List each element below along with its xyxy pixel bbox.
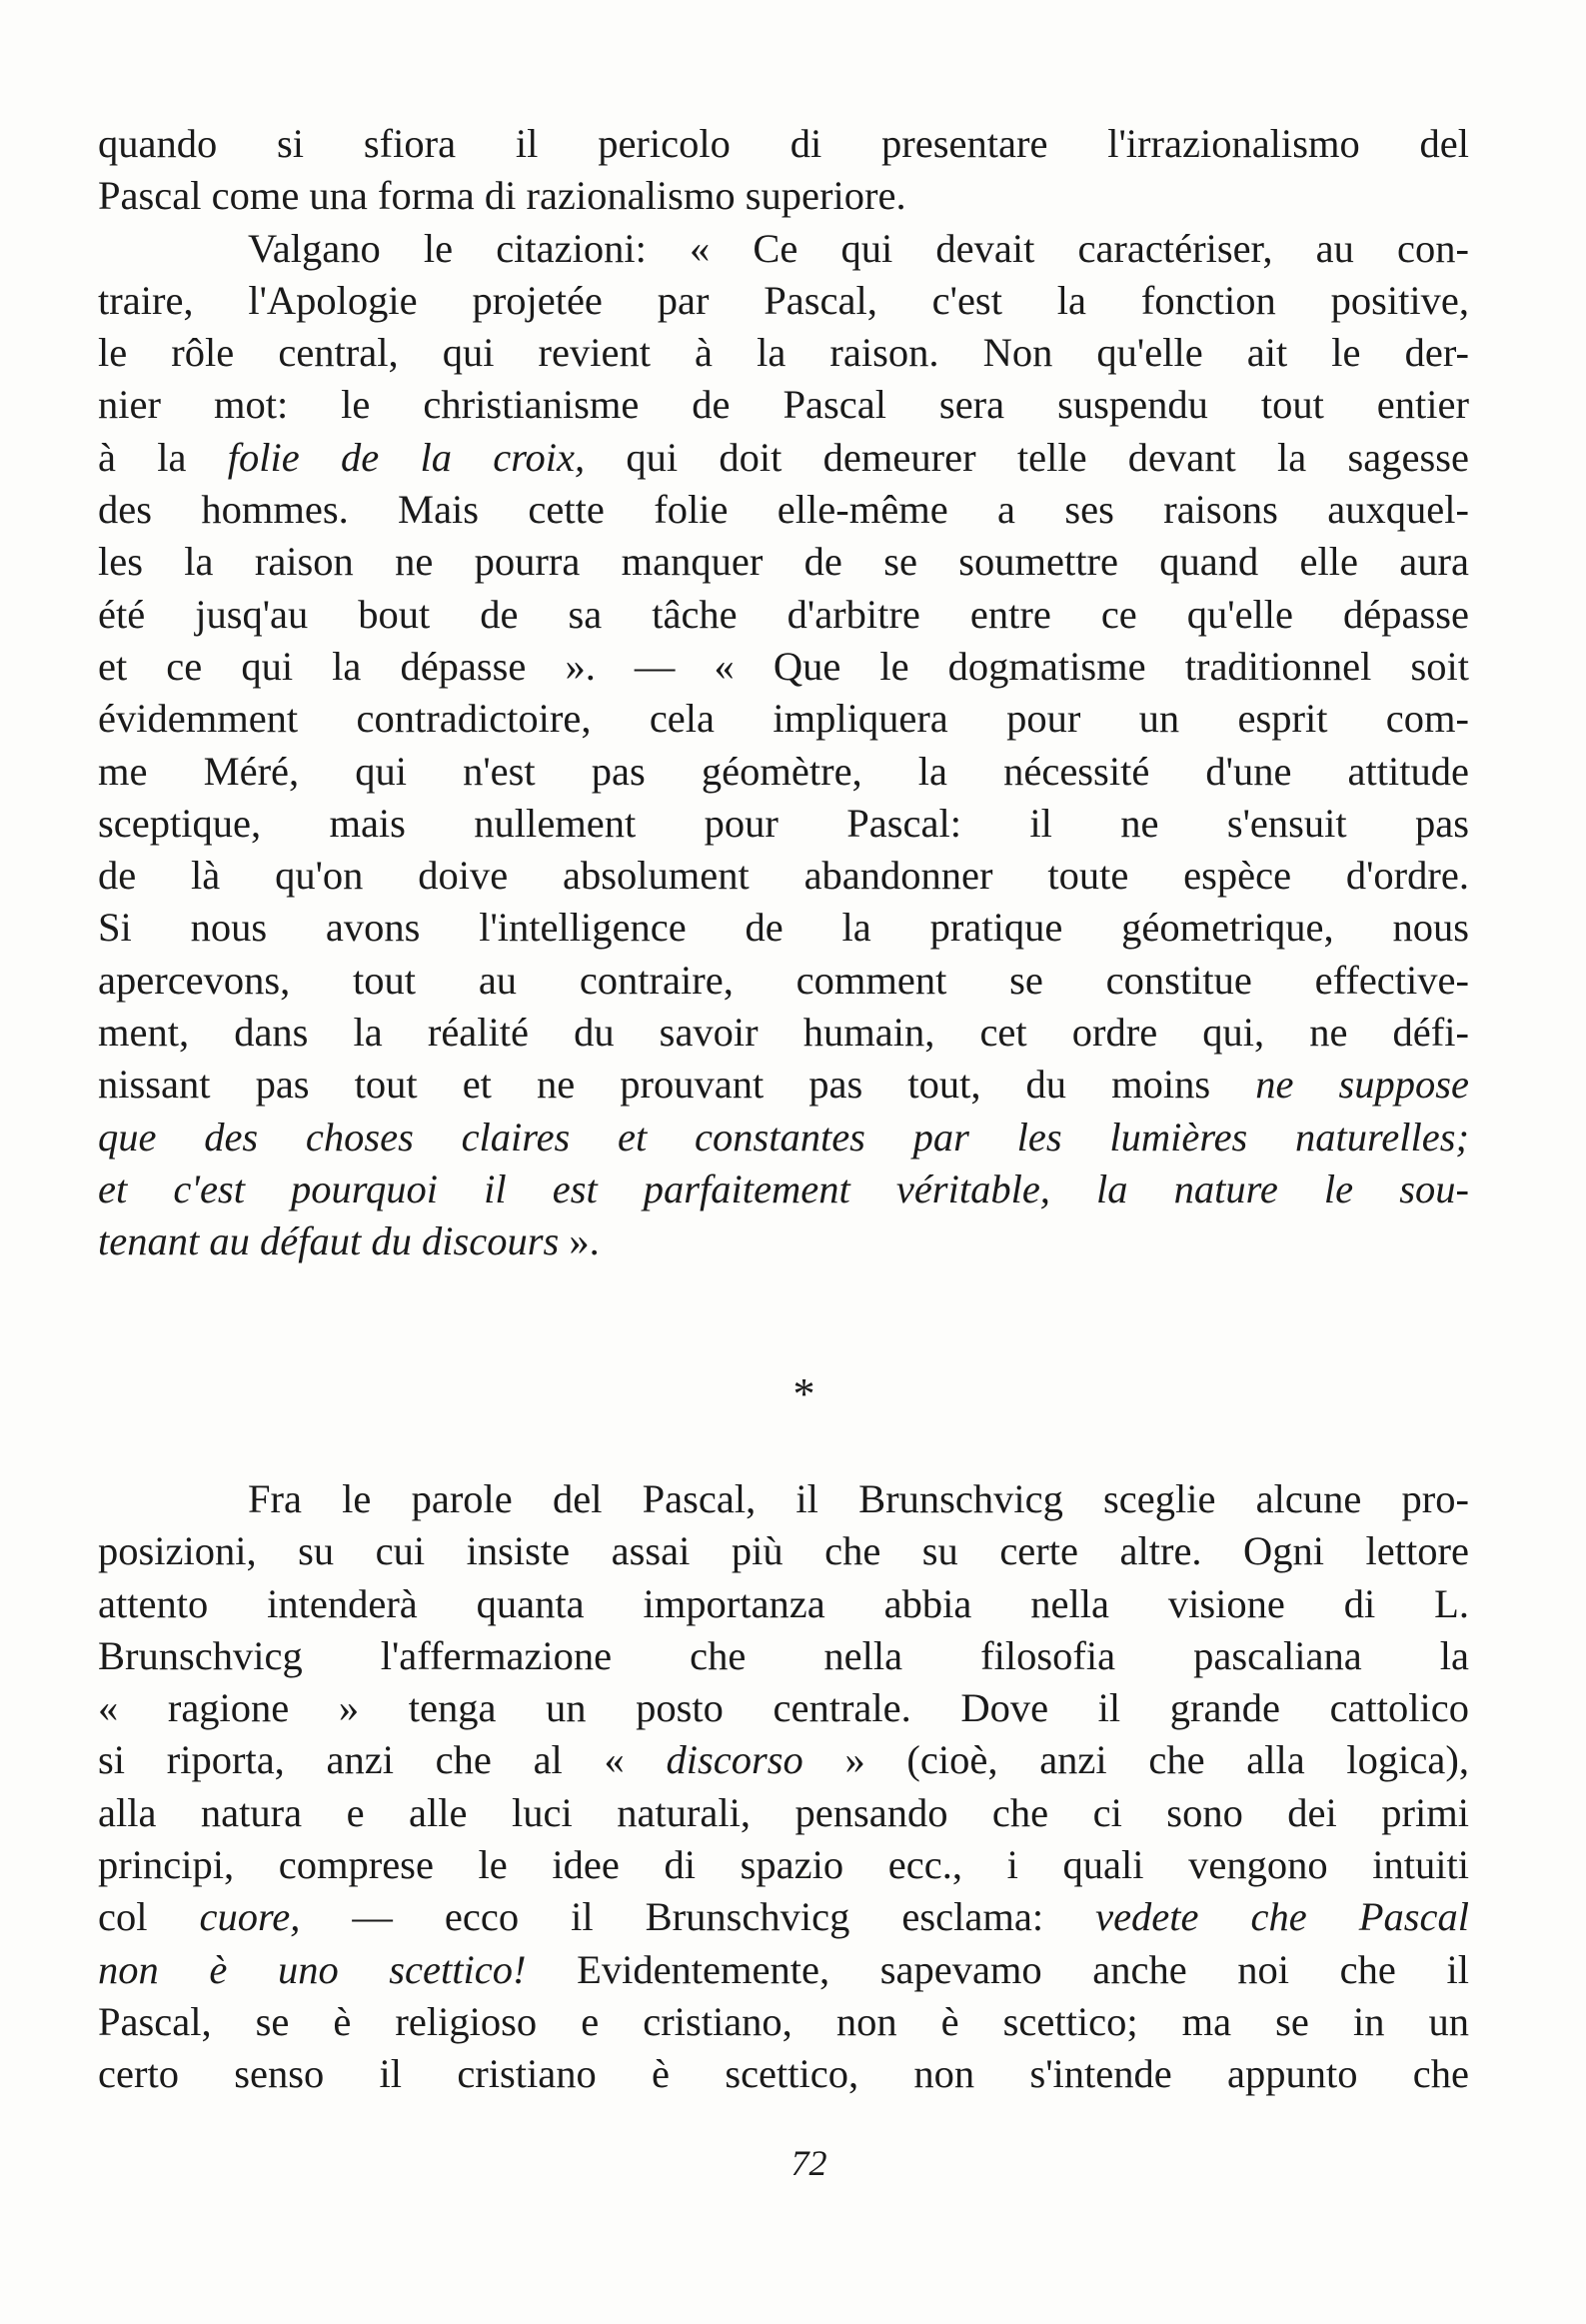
text-line: évidemment contradictoire, cela impliquera pour un esprit com- — [98, 696, 1469, 742]
text-block-bottom — [98, 1473, 1469, 2101]
text-run: qui doit demeurer telle devant la sagesse — [585, 434, 1469, 480]
text-line: traire, l'Apologie projetée par Pascal, c'est la fonction positive, — [98, 277, 1469, 323]
text-run: » (cioè, anzi che alla logica), — [802, 1737, 1469, 1783]
text-line: « ragione » tenga un posto centrale. Dove il grande cattolico — [98, 1685, 1469, 1731]
text-line — [98, 1944, 1469, 1996]
text-line — [98, 1059, 1469, 1111]
text-line: principi, comprese le idee di spazio ecc., i quali vengono intuiti — [98, 1842, 1469, 1888]
text-run: Evidentemente, sapevamo anche noi che il — [526, 1946, 1469, 1992]
italic-run: que des choses claires et constantes par les lumières naturelles; — [98, 1114, 1469, 1160]
text-run: ». — [559, 1218, 600, 1264]
text-line: ment, dans la réalité du savoir humain, cet ordre qui, ne défi- — [98, 1010, 1469, 1056]
text-run: si riporta, anzi che al « — [98, 1737, 667, 1783]
text-line: quando si sfiora il pericolo di presentare l'irrazionalismo del — [98, 121, 1469, 166]
text-line: Pascal, se è religioso e cristiano, non è scettico; ma se in un — [98, 1998, 1469, 2044]
page-number: 72 — [791, 2143, 827, 2183]
text-line — [98, 1891, 1469, 1943]
text-line: et ce qui la dépasse ». — « Que le dogmatisme traditionnel soit — [98, 643, 1469, 689]
text-line: Si nous avons l'intelligence de la pratique géometrique, nous — [98, 905, 1469, 951]
text-line: certo senso il cristiano è scettico, non s'intende appunto che — [98, 2051, 1469, 2097]
text-line: les la raison ne pourra manquer de se soumettre quand elle aura — [98, 539, 1469, 585]
text-run: — ecco il Brunschvicg esclama: — [300, 1894, 1096, 1940]
text-line: alla natura e alle luci naturali, pensando che ci sono dei primi — [98, 1789, 1469, 1835]
text-run: à la — [98, 434, 228, 480]
text-line: le rôle central, qui revient à la raison. Non qu'elle ait le der- — [98, 330, 1469, 376]
text-line: me Méré, qui n'est pas géomètre, la nécessité d'une attitude — [98, 748, 1469, 794]
italic-run: discorso — [666, 1737, 803, 1783]
text-line: des hommes. Mais cette folie elle-même a ses raisons auxquel- — [98, 487, 1469, 533]
text-line: attento intenderà quanta importanza abbia nella visione di L. — [98, 1580, 1469, 1626]
italic-run: ne suppose — [1255, 1062, 1469, 1108]
text-line: de là qu'on doive absolument abandonner toute espèce d'ordre. — [98, 853, 1469, 899]
italic-run: vedete che Pascal — [1095, 1894, 1469, 1940]
section-separator: * — [793, 1369, 815, 1418]
text-run: nissant pas tout et ne prouvant pas tout, du moins — [98, 1062, 1256, 1108]
text-line: Valgano le citazioni: « Ce qui devait caractériser, au con- — [248, 225, 1469, 271]
text-line: Pascal come una forma di razionalismo superiore. — [98, 173, 906, 219]
text-line: apercevons, tout au contraire, comment se constitue effective- — [98, 957, 1469, 1003]
text-line: sceptique, mais nullement pour Pascal: il ne s'ensuit pas — [98, 800, 1469, 846]
paragraph-continuation — [98, 118, 1469, 223]
text-line: Brunschvicg l'affermazione che nella filosofia pascaliana la — [98, 1632, 1469, 1678]
italic-run: tenant au défaut du discours — [98, 1218, 560, 1264]
text-run: col — [98, 1894, 200, 1940]
text-line — [98, 1163, 1469, 1215]
text-line: nier mot: le christianisme de Pascal sera suspendu tout entier — [98, 382, 1469, 428]
text-line: Fra le parole del Pascal, il Brunschvicg sceglie alcune pro- — [248, 1476, 1469, 1521]
italic-run: folie de la croix, — [227, 434, 586, 480]
italic-run: cuore, — [199, 1894, 301, 1940]
text-line — [98, 1734, 1469, 1786]
italic-run: et c'est pourquoi il est parfaitement véritable, la nature le sou- — [98, 1165, 1469, 1211]
paragraph-citations — [98, 223, 1469, 1268]
text-line — [98, 1215, 1469, 1267]
text-line — [98, 432, 1469, 484]
italic-run: non è uno scettico! — [98, 1946, 527, 1992]
text-line: posizioni, su cui insiste assai più che su certe altre. Ogni lettore — [98, 1528, 1469, 1574]
paragraph-brunschvicg — [98, 1473, 1469, 2101]
text-block-top — [98, 118, 1469, 1268]
text-line: été jusq'au bout de sa tâche d'arbitre entre ce qu'elle dépasse — [98, 591, 1469, 637]
text-line — [98, 1112, 1469, 1163]
